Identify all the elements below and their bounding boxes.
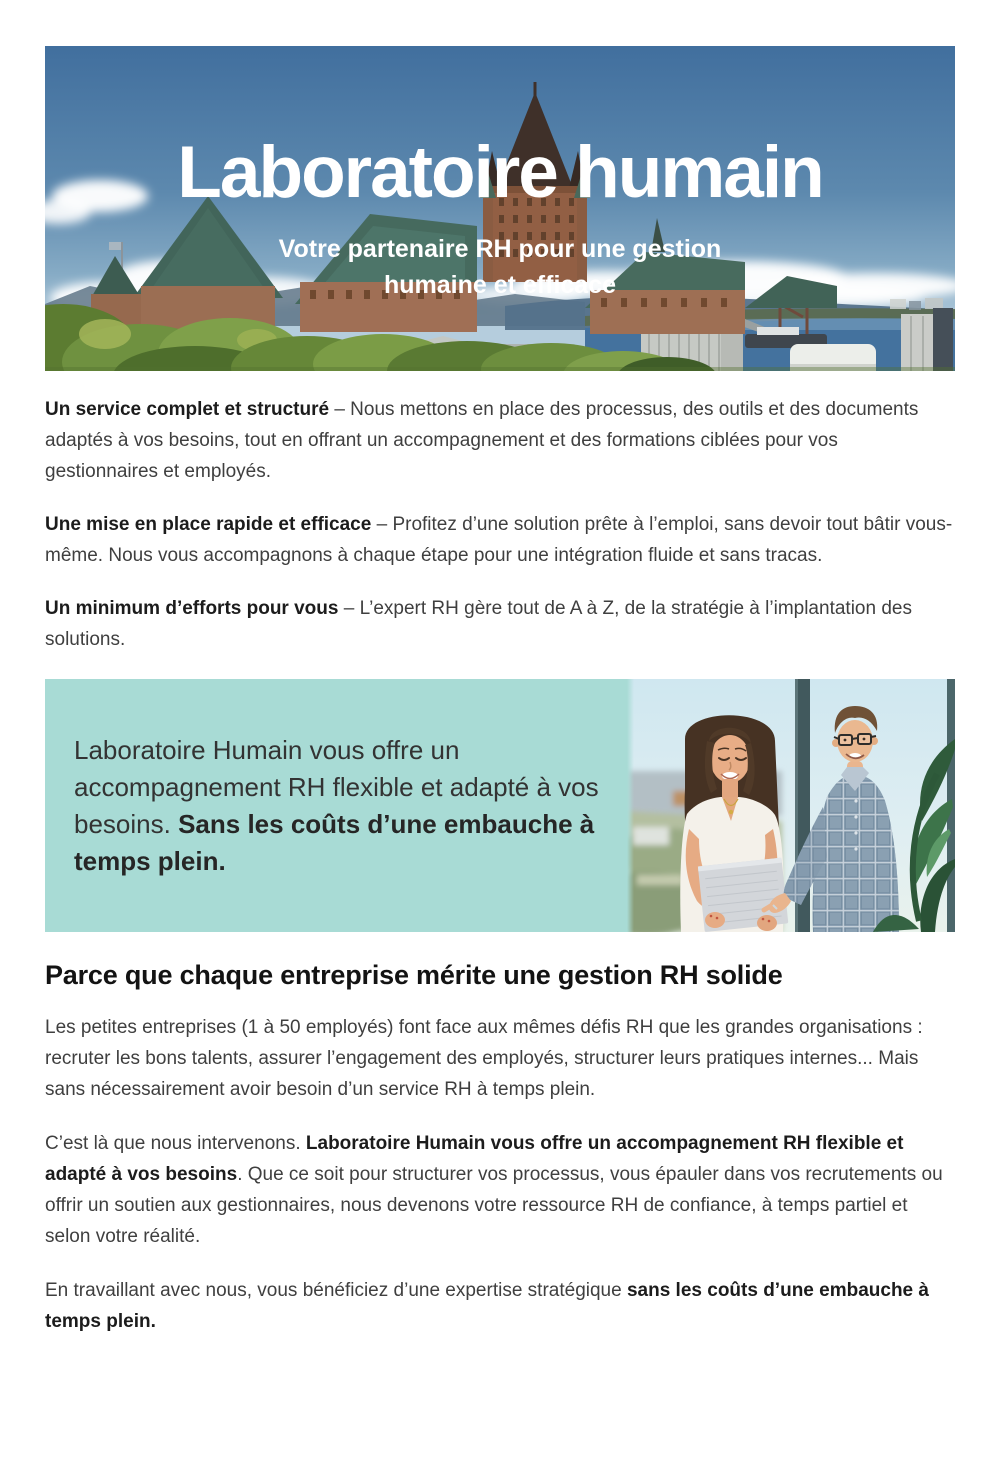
paragraph-bold-text: sans les coûts d’une embauche à temps plein.: [45, 1280, 929, 1332]
dash-separator: –: [371, 514, 393, 535]
paragraph-lead: Un service complet et structuré: [45, 399, 330, 420]
page-title: Laboratoire humain: [177, 132, 823, 213]
callout-text-bold: Sans les coûts d’une embauche à temps plein.: [74, 808, 595, 876]
paragraph-bold-text: Laboratoire Humain vous offre un accompagnement RH flexible et adapté à vos besoins: [45, 1133, 904, 1185]
paragraph-lead: Un minimum d’efforts pour vous: [45, 598, 339, 619]
hero-text-overlay: [45, 46, 955, 303]
callout-text: [45, 679, 627, 932]
paragraph-expertise: [45, 1275, 955, 1337]
dash-separator: –: [329, 399, 351, 420]
paragraph-lead: Une mise en place rapide et efficace: [45, 514, 372, 535]
callout-text-regular: Laboratoire Humain vous offre un accompagnement RH flexible et adapté à vos besoins.: [74, 734, 599, 839]
hero-subtitle-line2: humaine et efficace: [383, 271, 617, 299]
paragraph-petites-entreprises: [45, 1012, 955, 1105]
paragraph-text: Nous mettons en place des processus, des outils et des documents adaptés à vos besoins, tout en offrant un accompagnement et des formations ciblées pour vos gestionnaires et employés.: [45, 399, 919, 482]
paragraph-text: C’est là que nous intervenons.: [45, 1133, 306, 1154]
callout-photo: [627, 679, 955, 932]
dash-separator: –: [338, 598, 360, 619]
hero-subtitle: [45, 231, 955, 303]
hero-subtitle-line1: Votre partenaire RH pour une gestion: [278, 235, 722, 263]
callout-box: [45, 679, 955, 932]
paragraph-text: Profitez d’une solution prête à l’emploi, sans devoir tout bâtir vous-même. Nous vous accompagnons à chaque étape pour une intégration fluide et sans tracas.: [45, 514, 953, 566]
paragraph-text: . Que ce soit pour structurer vos processus, vous épauler dans vos recrutements ou offrir un soutien aux gestionnaires, nous devenons votre ressource RH de confiance, à temps partiel et selon votre réalité.: [45, 1164, 943, 1247]
people-reviewing-document-illustration: [627, 679, 955, 932]
paragraph-text: Les petites entreprises (1 à 50 employés) font face aux mêmes défis RH que les grandes organisations : recruter les bons talents, assurer l’engagement des employés, structurer leurs pratiques internes... Mais sans nécessairement avoir besoin d’un service RH à temps plein.: [45, 1017, 923, 1100]
paragraph-mise-en-place: [45, 509, 955, 571]
paragraph-service-complet: [45, 394, 955, 487]
section-heading: Parce que chaque entreprise mérite une gestion RH solide: [45, 960, 783, 990]
paragraph-minimum-efforts: [45, 593, 955, 655]
hero-image: [45, 46, 955, 371]
paragraph-text: L’expert RH gère tout de A à Z, de la stratégie à l’implantation des solutions.: [45, 598, 912, 650]
paragraph-text: En travaillant avec nous, vous bénéficiez d’une expertise stratégique: [45, 1280, 627, 1301]
paragraph-nous-intervenons: [45, 1128, 955, 1252]
page: [0, 46, 1000, 1460]
